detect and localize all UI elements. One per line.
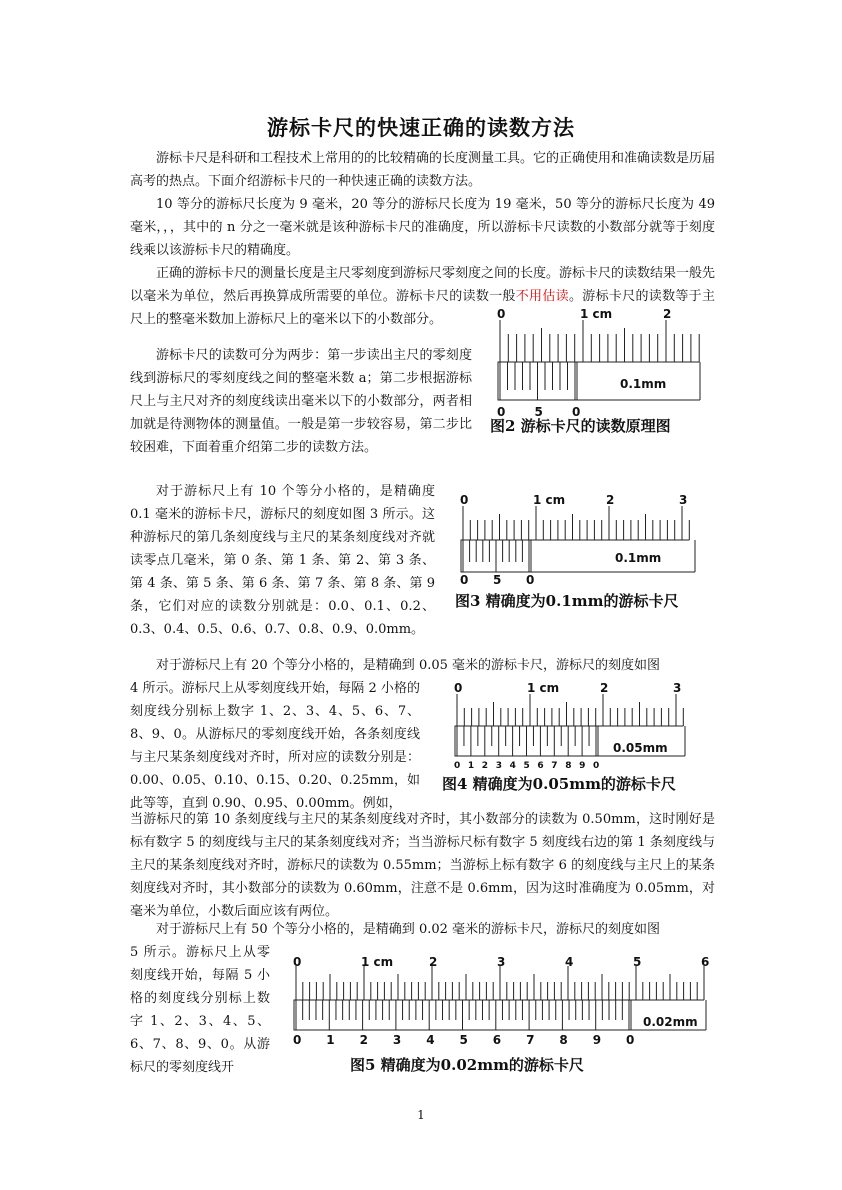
vernier-label: 0 — [572, 405, 581, 419]
main-scale-label: 0 — [460, 493, 469, 507]
main-scale-label: 2 — [600, 681, 609, 695]
paragraph-intro: 游标卡尺是科研和工程技术上常用的的比较精确的长度测量工具。它的正确使用和准确读数是历届高考的热点。下面介绍游标卡尺的一种快速正确的读数方法。 — [130, 151, 716, 189]
vernier-label: 9 — [579, 761, 586, 771]
vernier-label: 5 — [523, 761, 530, 771]
vernier-label: 3 — [392, 1033, 402, 1047]
paragraph-precision-0-05-example: 当游标尺的第 10 条刻度线与主尺的某条刻度线对齐时，其小数部分的读数为 0.50mm，这时刚好是标有数字 5 的刻度线与主尺的某条刻度线对齐；当当游标尺标有数字 5 刻度线右边的第 1 条刻度线与主尺的某条刻度线对齐时，游标尺的读数为 0.55mm；当游标上标有数字 6 的刻度线与主尺上的某条刻度线对齐时，其小数部分的读数为 0.60mm，注意不是 0.6mm，因为这时准确度为 0.05mm，对毫米为单位，小数后面应该有两位。 — [130, 812, 715, 919]
main-scale-label: 4 — [565, 955, 574, 969]
vernier-label: 0 — [497, 405, 506, 419]
main-scale-label: 2 — [663, 307, 672, 321]
vernier-label: 5 — [459, 1033, 468, 1047]
main-scale-label: 0 — [293, 955, 302, 969]
vernier-label: 9 — [592, 1033, 602, 1047]
main-scale-label: 1 cm — [527, 681, 560, 695]
vernier-label: 1 — [326, 1033, 335, 1047]
vernier-label: 7 — [526, 1033, 535, 1047]
paragraph-two-steps: 游标卡尺的读数可分为两步：第一步读出主尺的零刻度线到游标尺的零刻度线之间的整毫米数 a；第二步根据游标尺上与主尺对齐的刻度线读出毫米以下的小数部分，两者相加就是待测物体的测量值。一般是第一步较容易，第二步比较困难，下面着重介绍第二步的读数方法。 — [130, 348, 472, 455]
text-segment: 正确的游标卡尺的测量长度是主尺零刻度到游标尺零刻度之间的长度。游标卡尺的读数结果一般先以毫米为单位，然后再换算成所需要的单位。游标卡尺的读数一般 — [130, 266, 716, 304]
vernier-label: 4 — [426, 1033, 435, 1047]
vernier-label: 8 — [559, 1033, 568, 1047]
main-scale-label: 6 — [701, 955, 710, 969]
vernier-diagram-4 — [445, 678, 690, 773]
page-title: 游标卡尺的快速正确的读数方法 — [267, 115, 575, 140]
text-segment: 。游标卡尺的读数等于主尺上的整毫米数加上游标尺上的毫米以下的小数部分。 — [130, 289, 715, 327]
figure-5-caption: 图5 精确度为0.02mm的游标卡尺 — [350, 1056, 584, 1074]
precision-label: 0.05mm — [613, 741, 668, 755]
vernier-diagram-2 — [490, 304, 710, 419]
precision-label: 0.02mm — [643, 1015, 698, 1029]
main-scale-label: 1 cm — [580, 307, 613, 321]
precision-label: 0.1mm — [615, 551, 662, 565]
vernier-label: 1 — [467, 761, 475, 771]
main-scale-label: 2 — [429, 955, 438, 969]
figure-2-caption: 图2 游标卡尺的读数原理图 — [490, 417, 671, 435]
vernier-label: 7 — [551, 761, 558, 771]
vernier-label: 0 — [454, 761, 461, 771]
main-scale-label: 3 — [673, 681, 682, 695]
paragraph-precision-0-1: 对于游标尺上有 10 个等分小格的，是精确度 0.1 毫米的游标卡尺，游标尺的刻度如图 3 所示。这种游标尺的第几条刻度线与主尺的某条刻度线对齐就读零点几毫米，第 0 条、第 1 条、第 2、第 3 条、第 4 条、第 5 条、第 6 条、第 7 条、第 8 条、第 9 条，它们对应的读数分别就是：0.0、0.1、0.2、0.3、0.4、0.5、0.6、0.7、0.8、0.9、0.0mm。 — [130, 484, 435, 637]
vernier-label: 6 — [537, 761, 544, 771]
highlight-no-estimate: 不用估读 — [515, 289, 569, 304]
main-scale-label: 0 — [454, 681, 463, 695]
vernier-label: 2 — [481, 761, 489, 771]
vernier-label: 0 — [526, 573, 535, 587]
vernier-label: 6 — [492, 1033, 502, 1047]
vernier-label: 3 — [495, 761, 502, 771]
main-scale-label: 0 — [497, 307, 506, 321]
paragraph-precision-0-02-list: 5 所示。游标尺上从零刻度线开始，每隔 5 小格的刻度线分别标上数字 1、2、3、4、5、6、7、8、9、0。从游标尺的零刻度线开 — [130, 945, 270, 1075]
main-scale-label: 3 — [679, 493, 688, 507]
figure-3-caption: 图3 精确度为0.1mm的游标卡尺 — [455, 592, 679, 610]
main-scale-label: 5 — [633, 955, 642, 969]
figure-4 — [445, 678, 690, 777]
main-scale-label: 1 cm — [361, 955, 394, 969]
figure-4-caption: 图4 精确度为0.05mm的游标卡尺 — [442, 775, 676, 793]
paragraph-equal-divisions: 10 等分的游标尺长度为 9 毫米，20 等分的游标尺长度为 19 毫米，50 等分的游标尺长度为 49 毫米，，，其中的 n 分之一毫米就是该种游标卡尺的准确度，所以游标卡尺读数的小数部分就等于刻度线乘以该游标卡尺的精确度。 — [130, 197, 715, 258]
vernier-label: 2 — [359, 1033, 368, 1047]
vernier-diagram-5 — [288, 952, 713, 1047]
main-scale-label: 1 cm — [533, 493, 566, 507]
figure-3 — [455, 490, 700, 592]
main-scale-label: 3 — [497, 955, 506, 969]
vernier-label: 0 — [593, 761, 600, 771]
vernier-label: 8 — [565, 761, 572, 771]
precision-label: 0.1mm — [620, 377, 667, 391]
figure-5 — [288, 952, 713, 1051]
vernier-diagram-3 — [455, 490, 700, 588]
vernier-label: 5 — [534, 405, 543, 419]
vernier-label: 4 — [509, 761, 516, 771]
vernier-label: 0 — [293, 1033, 302, 1047]
main-scale-label: 2 — [606, 493, 615, 507]
vernier-label: 0 — [626, 1033, 635, 1047]
page-number: 1 — [417, 1108, 425, 1122]
vernier-label: 0 — [460, 573, 469, 587]
figure-2 — [490, 304, 710, 423]
paragraph-precision-0-02-intro: 对于游标尺上有 50 个等分小格的，是精确到 0.02 毫米的游标卡尺，游标尺的刻度如图 — [156, 922, 661, 937]
paragraph-precision-0-05-intro: 对于游标尺上有 20 个等分小格的，是精确到 0.05 毫米的游标卡尺，游标尺的刻度如图 — [156, 658, 661, 673]
vernier-label: 5 — [493, 573, 502, 587]
paragraph-precision-0-05-list: 4 所示。游标尺上从零刻度线开始，每隔 2 小格的刻度线分别标上数字 1、2、3、4、5、6、7、8、9、0。从游标尺的零刻度线开始，各条刻度线与主尺某条刻度线对齐时，所对应的读数分别是：0.00、0.05、0.10、0.15、0.20、0.25mm，如此等等，直到 0.90、0.95、0.00mm。例如， — [130, 681, 420, 811]
